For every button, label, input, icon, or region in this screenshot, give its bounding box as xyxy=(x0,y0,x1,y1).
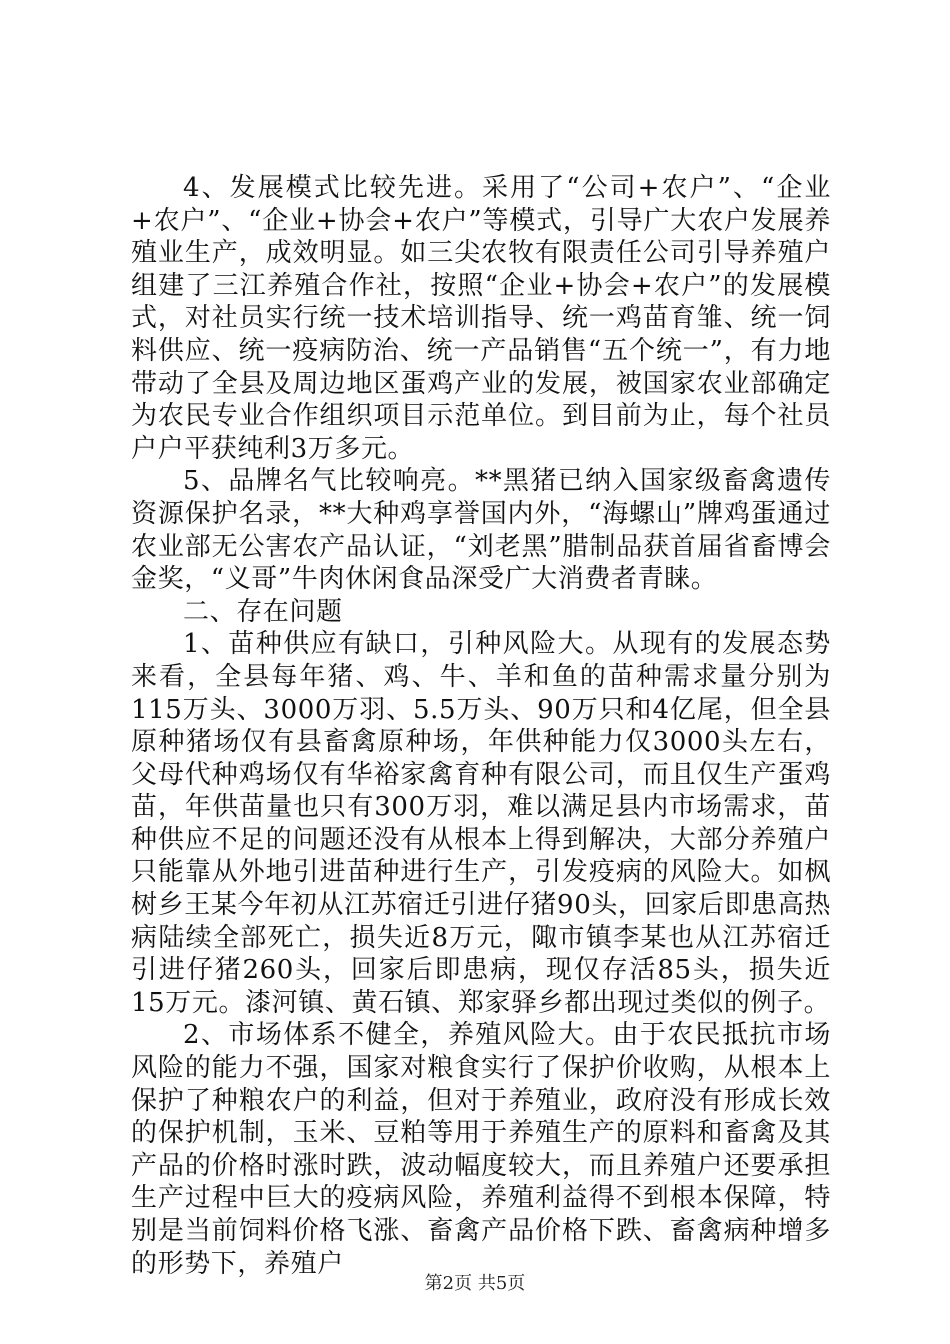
paragraph-seed-supply: 1、苗种供应有缺口，引种风险大。从现有的发展态势来看，全县每年猪、鸡、牛、羊和鱼的苗种需求量分别为115万头、3000万羽、5.5万头、90万只和4亿尾，但全县原种猪场仅有县畜禽原种场，年供种能力仅3000头左右，父母代种鸡场仅有华裕家禽育种有限公司，而且仅生产蛋鸡苗，年供苗量也只有300万羽，难以满足县内市场需求，苗种供应不足的问题还没有从根本上得到解决，大部分养殖户只能靠从外地引进苗种进行生产，引发疫病的风险大。如枫树乡王某今年初从江苏宿迁引进仔猪90头，回家后即患高热病陆续全部死亡，损失近8万元，陬市镇李某也从江苏宿迁引进仔猪260头，回家后即患病，现仅存活85头，损失近15万元。漆河镇、黄石镇、郑家驿乡都出现过类似的例子。 xyxy=(131,629,831,1018)
document-body xyxy=(131,172,831,1280)
paragraph-brand-reputation: 5、品牌名气比较响亮。**黑猪已纳入国家级畜禽遗传资源保护名录，**大种鸡享誉国内外，“海螺山”牌鸡蛋通过农业部无公害农产品认证，“刘老黑”腊制品获首届省畜博会金奖，“义哥”牛肉休闲食品深受广大消费者青睐。 xyxy=(131,466,831,595)
section-heading-problems: 二、存在问题 xyxy=(183,596,343,627)
paragraph-development-model: 4、发展模式比较先进。采用了“公司+农户”、“企业+农户”、“企业+协会+农户”等模式，引导广大农户发展养殖业生产，成效明显。如三尖农牧有限责任公司引导养殖户组建了三江养殖合作社，按照“企业+协会+农户”的发展模式，对社员实行统一技术培训指导、统一鸡苗育雏、统一饲料供应、统一疫病防治、统一产品销售“五个统一”，有力地带动了全县及周边地区蛋鸡产业的发展，被国家农业部确定为农民专业合作组织项目示范单位。到目前为止，每个社员户户平获纯利3万多元。 xyxy=(131,173,831,464)
paragraph-market-system: 2、市场体系不健全，养殖风险大。由于农民抵抗市场风险的能力不强，国家对粮食实行了保护价收购，从根本上保护了种粮农户的利益，但对于养殖业，政府没有形成长效的保护机制，玉米、豆粕等用于养殖生产的原料和畜禽及其产品的价格时涨时跌，波动幅度较大，而且养殖户还要承担生产过程中巨大的疫病风险，养殖利益得不到根本保障，特别是当前饲料价格飞涨、畜禽产品价格下跌、畜禽病种增多的形势下，养殖户 xyxy=(131,1020,831,1279)
page-footer: 第2页 共5页 xyxy=(424,1273,526,1294)
